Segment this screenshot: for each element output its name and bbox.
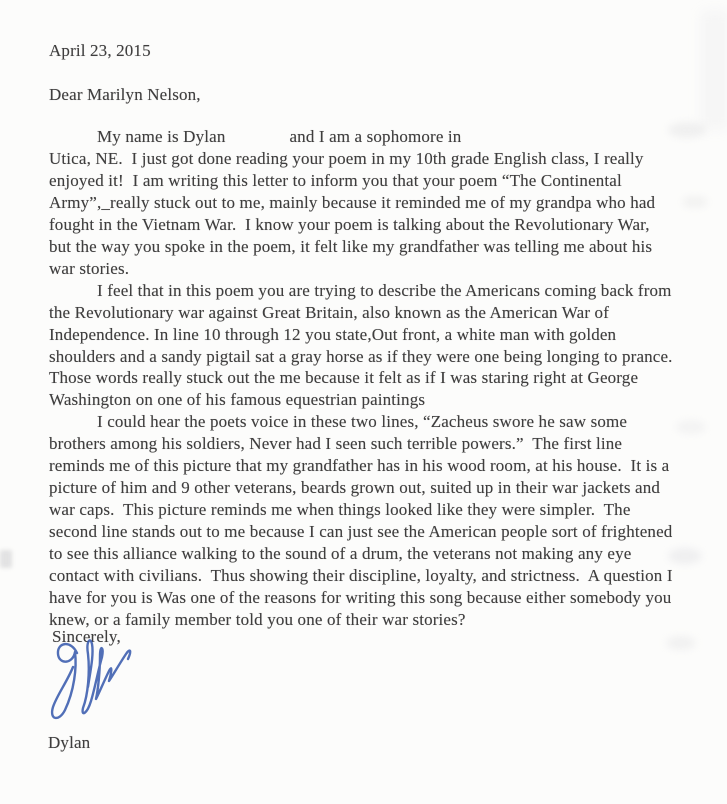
letter-line: Those words really stuck out the me because it felt as if I was staring right at George <box>49 368 639 388</box>
letter-line: fought in the Vietnam War. I know your poem is talking about the Revolutionary War, <box>49 214 650 234</box>
line-text: My name is Dylan <box>97 127 226 146</box>
letter-line: Independence. In line 10 through 12 you state,Out front, a white man with golden <box>49 324 617 344</box>
signed-name: Dylan <box>48 733 91 752</box>
letter-line: the Revolutionary war against Great Britain, also known as the American War of <box>49 302 609 322</box>
letter-line: Washington on one of his famous equestrian paintings <box>49 390 426 410</box>
letter-line: Utica, NE. I just got done reading your poem in my 10th grade English class, I really <box>49 148 644 168</box>
letter-closing: Sincerely, <box>52 627 121 646</box>
signature-scribble <box>44 633 152 735</box>
letter-line: war stories. <box>49 258 130 278</box>
scan-artifact <box>700 10 727 130</box>
letter-salutation: Dear Marilyn Nelson, <box>49 85 201 104</box>
line-text: and I am a sophomore in <box>289 127 462 146</box>
letter-line: knew, or a family member told you one of their war stories? <box>49 609 466 629</box>
letter-line: Army”,_really stuck out to me, mainly because it reminded me of my grandpa who had <box>49 192 656 212</box>
letter-date: April 23, 2015 <box>49 41 151 60</box>
scan-artifact <box>666 636 696 650</box>
letter-line: war caps. This picture reminds me when things looked like they were simpler. The <box>49 500 631 520</box>
letter-line: but the way you spoke in the poem, it felt like my grandfather was telling me about his <box>49 236 653 256</box>
letter-line: enjoyed it! I am writing this letter to inform you that your poem “The Continental <box>49 170 622 190</box>
letter-line: contact with civilians. Thus showing their discipline, loyalty, and strictness. A question I <box>49 566 673 586</box>
letter-body <box>49 126 697 631</box>
letter-line: brothers among his soldiers, Never had I seen such terrible powers.” The first line <box>49 434 623 454</box>
letter-line: to see this alliance walking to the sound of a drum, the veterans not making any eye <box>49 544 632 564</box>
letter-line: second line stands out to me because I can just see the American people sort of frightened <box>49 522 673 542</box>
letter-line: have for you is Was one of the reasons for writing this song because either somebody you <box>49 588 672 608</box>
letter-line: shoulders and a sandy pigtail sat a gray horse as if they were one being longing to prance. <box>49 346 673 366</box>
letter-line: I feel that in this poem you are trying to describe the Americans coming back from <box>97 280 672 300</box>
letter-line <box>49 126 697 148</box>
letter-line: I could hear the poets voice in these two lines, “Zacheus swore he saw some <box>97 412 628 432</box>
letter-line: picture of him and 9 other veterans, beards grown out, suited up in their war jackets and <box>49 478 661 498</box>
handwritten-signature <box>44 633 152 735</box>
scan-artifact <box>0 550 12 568</box>
letter-line: reminds me of this picture that my grandfather has in his wood room, at his house. It is a <box>49 456 670 476</box>
